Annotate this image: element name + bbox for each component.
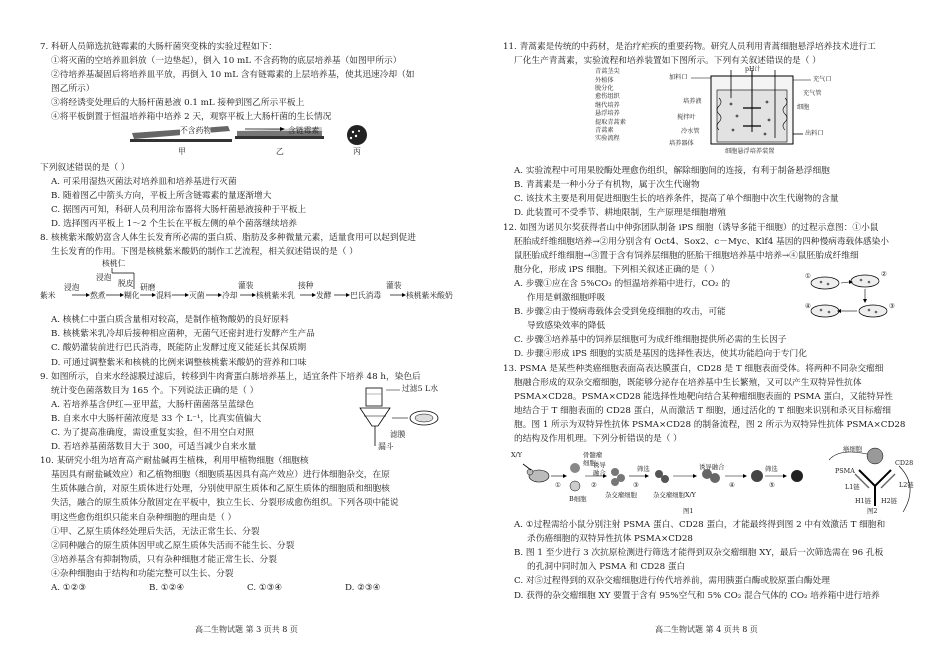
q13-line-1: 13. PSMA 是某些种类癌细胞表面高表达膜蛋白，CD28 是 T 细胞表面受体。将两种不同杂交瘤细 (503, 363, 884, 374)
q13-tumor: 癌细胞 (843, 445, 863, 454)
q12-line-1: 12. 如图为诺贝尔奖获得者山中伸弥团队制备 iPS 细胞（诱导多能干细胞）的过程示意图：①小鼠 (503, 222, 879, 233)
q13-option-b-cont: 的孔洞中同时加入 PSMA 和 CD28 蛋白 (527, 562, 686, 573)
q12-num-3: ③ (889, 301, 895, 310)
flow-ferment: 发酵 (316, 291, 332, 301)
q7-label-bing: 丙 (353, 146, 361, 156)
q7-step-4: ④将平板倒置于恒温培养箱中培养 2 天，观察平板上大肠杆菌的生长情况 (51, 112, 332, 123)
q11-medium: 培养液 (683, 98, 702, 106)
q11-line-2: 厂化生产青蒿素，实验流程和培养装置如下图所示。下列有关叙述错误的是（ ） (514, 56, 821, 67)
q8-option-a: A. 核桃仁中蛋白质含量相对较高，是制作植物酸奶的良好原料 (51, 315, 289, 326)
q13-line-6: 的结构及作用机理。下列分析错误的是（ ） (514, 433, 682, 444)
q9-label-filter-water: 过滤5 L水 (402, 383, 439, 393)
left-footer: 高二生物试题 第 3 页共 8 页 (195, 625, 298, 634)
q10-line-2: 基因具有耐盐碱效应）和乙植物细胞（细胞质基因具有高产效应）进行体细胞杂交，在原 (51, 470, 390, 481)
q13-line-3: PSMA×CD28。PSMA×CD28 能选择性地靶向结合某种瘤细胞表面的 PSMA 蛋白，又能特异性 (514, 391, 893, 402)
q13-h2: H2链 (881, 497, 898, 506)
q10-option-b: B. ①②④ (149, 583, 185, 593)
q10-option-c: C. ①③④ (247, 583, 283, 593)
q13-cd28: CD28 (895, 459, 914, 468)
q13-figure (503, 446, 933, 518)
q12-num-1: ① (805, 271, 811, 280)
q11-line-1: 11. 青蒿素是传统的中药材，是治疗疟疾的重要药物。研究人员利用青蒿细胞悬浮培养技术进行工 (503, 42, 876, 52)
q9-option-c: C. 为了提高准确度，需设重复实验，但不用空白对照 (51, 427, 254, 438)
q12-option-a: A. 步骤①应在含 5%CO₂ 的恒温培养箱中进行，CO₂ 的 (514, 278, 731, 289)
flow-pasteurize: 巴氏消毒 (350, 291, 382, 301)
q7-option-b: B. 随着图乙中箭头方向，平板上所含链霉素的量逐渐增大 (51, 190, 272, 201)
q9-figure (356, 382, 456, 454)
flow-inoculate: 接种 (298, 281, 314, 291)
q7-label-no-drug: 不含药物 (180, 125, 212, 135)
q12-option-a-cont: 作用是刺激细胞呼吸 (527, 293, 606, 304)
q11-coil: 冷水管 (681, 128, 700, 136)
right-page (475, 0, 950, 658)
q10-reason-2: ②同种融合的原生质体因甲或乙原生质体失活而不能生长、分裂 (51, 540, 295, 551)
flow-walnut: 核桃仁 (102, 259, 126, 269)
q8-line-2: 生长发育的作用。下图是核桃紫米酸奶的制作工艺流程，相关叙述错误的是（ ） (51, 247, 358, 258)
q9-label-membrane: 滤膜 (390, 429, 406, 439)
q7-option-d: D. 选择图丙平板上 1～2 个生长在平板左侧的单个菌落继续培养 (51, 218, 297, 229)
q11-option-d: D. 此装置可不受季节、耕地限制，生产原理是细胞增殖 (514, 208, 726, 219)
q11-option-c: C. 该技术主要是利用促进细胞生长的培养条件，提高了单个细胞中次生代谢物的含量 (514, 194, 839, 205)
q13-line-5: 胞。图 1 所示为双特异性抗体 PSMA×CD28 的制备流程，图 2 所示为双特异性抗体 PSMA×CD28 (514, 419, 906, 430)
q13-hybrid-xy: 杂交瘤细胞X/Y (653, 491, 696, 500)
q9-label-funnel: 漏斗 (378, 441, 394, 451)
q13-psma: PSMA (835, 467, 855, 476)
q13-h1: H1链 (855, 497, 872, 506)
flow-sterilize: 灭菌 (189, 291, 205, 301)
q13-myeloma: 骨髓瘤 细胞 (583, 451, 603, 467)
q7-step-2: ②待培养基凝固后将培养皿平放，再倒入 10 mL 含有链霉素的上层培养基，使其迅速冷却（如 (51, 70, 415, 81)
q13-l1: L1链 (845, 483, 860, 492)
q13-step-4: ④ (729, 481, 735, 490)
q13-fig1: 图1 (683, 507, 694, 516)
q11-dediff: 脱分化 (595, 85, 614, 92)
q9-line-2: 统计变色菌落数目为 165 个。下列说法正确的是（ ） (51, 385, 259, 396)
q13-step-5: ⑤ (769, 481, 775, 490)
q11-flow-title: 实验流程 (595, 135, 620, 143)
q10-line-3: 生质体融合前，对原生质体进行处理，分别使甲原生质体和乙原生质体的细胞质和细胞核 (51, 484, 390, 495)
q11-air-out: 充气管 (803, 90, 822, 98)
q8-flowchart (40, 259, 465, 313)
q11-outlet: 出料口 (805, 130, 824, 138)
q13-step-1: ① (555, 481, 561, 490)
q13-step-2: ② (591, 481, 597, 490)
right-footer: 高二生物试题 第 4 页共 8 页 (655, 625, 758, 634)
q12-option-b: B. 步骤②由于慢病毒载体会受到免疫细胞的攻击，可能 (514, 307, 726, 318)
q12-num-2: ② (881, 269, 887, 278)
flow-cook: 熬煮 (90, 291, 106, 301)
q13-screen: 筛选 (637, 465, 650, 474)
culture-dishes-drawing (803, 269, 913, 327)
flow-cool: 冷却 (222, 291, 238, 301)
q12-num-4: ④ (805, 301, 811, 310)
q11-callus: 愈伤组织 (595, 93, 620, 101)
q13-option-d: D. 获得的杂交瘤细胞 XY 要置于含有 95%空气和 5% CO₂ 混合气体的 CO₂ 培养箱中进行培养 (514, 590, 880, 601)
q13-fig2: 图2 (867, 507, 878, 516)
q12-option-b-cont: 导致感染效率的降低 (527, 321, 606, 332)
q13-xy: X/Y (511, 451, 522, 460)
q11-suspension: 悬浮培养 (595, 110, 620, 118)
q8-option-b: B. 核桃紫米乳冷却后接种相应菌种，无菌气还密封进行发酵产生产品 (51, 329, 315, 340)
q11-device-title: 细胞悬浮培养装置 (725, 148, 775, 156)
q12-line-4: 胞分化，形成 iPS 细胞。下列相关叙述正确的是（ ） (514, 264, 720, 275)
dish-bing-icon (347, 125, 367, 145)
q9-option-d: D. 若培养基菌落数目大于 300，可适当减少自来水量 (51, 442, 257, 453)
q9-body (40, 384, 465, 454)
q7-label-drug: 含链霉素 (288, 125, 320, 135)
q11-option-a: A. 实验流程中可用果胶酶处理愈伤组织，解除细胞间的连接，有利于制备悬浮细胞 (514, 166, 830, 177)
q11-feed: 加料口 (669, 74, 688, 82)
flow-mix: 混料 (156, 291, 172, 301)
q11-figure (503, 68, 933, 164)
q13-fuse-2: 诱导融合 (699, 463, 725, 472)
q12-line-3: 鼠胚胎成纤维细胞→③置于含有饲养层细胞的胚胎干细胞培养基中培养→④鼠胚胎成纤维细 (514, 250, 859, 261)
q9-option-a: A. 若培养基含伊红—亚甲蓝，大肠杆菌菌落呈蓝绿色 (51, 399, 254, 410)
q7-step-1: ①将灭菌的空培养皿斜放（一边垫起），倒入 10 mL 不含药物的底层培养基（如图甲所示） (51, 56, 402, 67)
q11-stirrer: 搅拌叶 (677, 114, 696, 122)
flow-product: 核桃紫米酸奶 (406, 291, 453, 301)
q10-line-5: 明这些愈伤组织只能来自杂种细胞的理由是（ ） (51, 512, 237, 523)
flow-peel: 脱皮 (118, 279, 134, 289)
q11-cells: 细胞 (797, 104, 810, 112)
q11-extract: 提取青蒿素 (595, 118, 626, 126)
q13-fuse: 诱导 融合 (593, 461, 606, 477)
q8-option-c: C. 酸奶灌装前进行巴氏消毒，既能防止发酵过度又能延长其保质期 (51, 343, 307, 354)
flow-soak-1: 浸泡 (64, 283, 80, 293)
q13-line-4: 地结合于 T 细胞表面的 CD28 蛋白，从而激活 T 细胞，通过活化的 T 细胞来识别和杀灭目标瘤细 (514, 405, 891, 416)
q9-option-b: B. 自来水中大肠杆菌浓度是 33 个 L⁻¹，比真实值偏大 (51, 413, 262, 424)
q11-water: 培养器体 (669, 140, 694, 148)
q10-reason-1: ①甲、乙原生质体经处理后失活，无法正常生长、分裂 (51, 526, 260, 537)
q13-l2: L2链 (899, 481, 914, 490)
q7-figure (40, 125, 465, 161)
q7-step-2-cont: 图乙所示） (51, 84, 95, 95)
q10-line-1: 10. 某研究小组为培育高产耐盐碱再生植株，利用甲植物细胞（细胞核 (40, 456, 309, 467)
flow-walnut-milk: 核桃紫米乳 (256, 291, 295, 301)
q11-ph: pH计 (745, 66, 761, 74)
q7-ask: 下列叙述错误的是（ ） (40, 162, 130, 173)
q9-line-1: 9. 如图所示，自来水经滤膜过滤后，转移到牛肉膏蛋白胨培养基上，适宜条件下培养 48 h，染色后 (40, 371, 421, 382)
q13-option-a: A. ①过程需给小鼠分别注射 PSMA 蛋白、CD28 蛋白，才能最终得到图 2 中有效激活 T 细胞和 (514, 520, 886, 531)
q10-reason-3: ③培养基含有抑制物质，只有杂种细胞才能正常生长、分裂 (51, 554, 277, 565)
q13-option-a-cont: 杀伤癌细胞的双特异性抗体 PSMA×CD28 (527, 534, 693, 545)
q11-subculture: 继代培养 (595, 101, 620, 109)
q13-step-3: ③ (633, 481, 639, 490)
q11-device-labels (503, 68, 933, 164)
flow-fill: 灌装 (238, 281, 254, 291)
q13-line-2: 胞融合形成的双杂交瘤细胞，既能够分泌存在培养基中生长繁殖，又可以产生双特异性抗体 (514, 377, 862, 388)
q7-figure-drawing (40, 125, 465, 161)
q7-option-a: A. 可采用湿热灭菌法对培养皿和培养基进行灭菌 (51, 176, 237, 187)
q13-screen-2: 筛选 (765, 465, 778, 474)
q13-option-b: B. 图 1 至少进行 3 次抗原检测进行筛选才能得到双杂交瘤细胞 XY，最后一次筛选需在 96 孔板 (514, 548, 884, 559)
q10-options (40, 581, 465, 595)
q7-option-c: C. 据图丙可知，科研人员利用涂布器将大肠杆菌悬液接种于平板上 (51, 204, 307, 215)
q13-figure-labels (503, 446, 933, 518)
flow-purple-rice: 紫米 (40, 291, 56, 301)
q7-label-jia: 甲 (178, 146, 186, 156)
left-column (40, 40, 465, 595)
q8-line-1: 8. 核桃紫米酸奶富含人体生长发育所必需的蛋白质、脂肪及多种微量元素，适量食用可以起到促进 (40, 233, 416, 244)
q11-artemisinin: 青蒿素 (595, 127, 614, 135)
q8-option-d: D. 可通过调整紫米和核桃的比例来调整核桃紫米酸奶的营养和口味 (51, 357, 307, 368)
q13-option-c: C. 对⑤过程得到的双杂交瘤细胞进行传代培养前，需用胰蛋白酶或胶原蛋白酶处理 (514, 576, 830, 587)
flow-grind: 研磨 (140, 283, 156, 293)
q13-hybridoma: 杂交瘤细胞 (605, 491, 637, 500)
q12-line-2: 胚胎成纤维细胞培养→②用分别含有 Oct4、Sox2、c－Myc、Klf4 基因的四种慢病毒载体感染小 (514, 236, 889, 247)
q7-step-3: ③将经诱变处理后的大肠杆菌悬液 0.1 mL 接种到图乙所示平板上 (51, 98, 305, 109)
q11-explant: 青蒿茎尖 外植体 (595, 68, 620, 84)
q11-option-b: B. 青蒿素是一种小分子有机物，属于次生代谢物 (514, 180, 700, 191)
right-column (503, 40, 933, 603)
q11-air-in: 充气口 (813, 76, 832, 84)
q7-label-yi: 乙 (276, 146, 284, 156)
flow-sterile-fill: 灌装 (386, 281, 402, 291)
flow-gelatinize: 糊化 (124, 291, 140, 301)
q12-option-d: D. 步骤④形成 iPS 细胞的实质是基因的选择性表达，使其功能趋向于专门化 (514, 349, 807, 360)
q10-reason-4: ④杂种细胞由于结构和功能完整可以生长、分裂 (51, 568, 234, 579)
q7-stem: 7. 科研人员筛选抗链霉素的大肠杆菌突变株的实验过程如下： (40, 42, 277, 52)
q13-b-cell: B细胞 (569, 495, 587, 504)
q10-option-a: A. ①②③ (51, 583, 87, 593)
q10-option-d: D. ②③④ (345, 583, 381, 593)
flow-soak-2: 浸泡 (96, 273, 112, 283)
q12-option-c: C. 步骤③培养基中的饲养层细胞可为成纤维细胞提供所必需的生长因子 (514, 335, 787, 346)
q10-line-4: 失活，融合的原生质体分散固定在平板中，独立生长、分裂形成愈伤组织。下列各项中能说 (51, 498, 399, 509)
q12-figure (803, 269, 913, 327)
